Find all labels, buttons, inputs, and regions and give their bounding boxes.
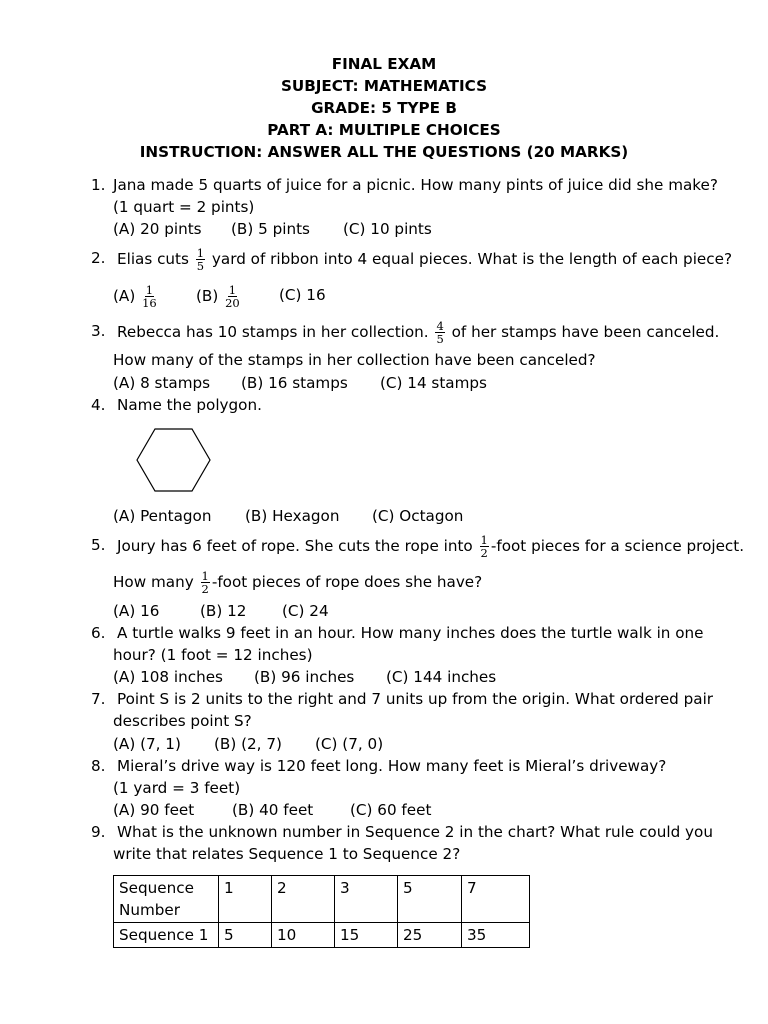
question-text: A turtle walks 9 feet in an hour. How many inches does the turtle walk in one — [117, 624, 704, 642]
option-a: (A) 8 stamps — [113, 374, 211, 392]
exam-instruction: INSTRUCTION: ANSWER ALL THE QUESTIONS (20 MARKS) — [139, 143, 629, 161]
option-c: (C) 144 inches — [386, 668, 497, 686]
option-c: (C) 60 feet — [350, 801, 432, 819]
question-text: What is the unknown number in Sequence 2 in the chart? What rule could you — [117, 823, 713, 841]
question-number: 5. — [91, 536, 106, 554]
option-c: (C) 24 — [282, 602, 329, 620]
question-text: Name the polygon. — [117, 396, 262, 414]
question-text: Joury has 6 feet of rope. She cuts the rope into $\frac{1}{2}$ -foot pieces for a science project. — [117, 533, 745, 560]
option-a: (A) $\frac{1}{16}$ — [113, 283, 157, 310]
hexagon-figure — [134, 426, 214, 494]
question-number: 2. — [91, 249, 106, 267]
question-note: (1 yard = 3 feet) — [113, 779, 241, 797]
option-a: (A) 108 inches — [113, 668, 223, 686]
option-b: (B) Hexagon — [245, 507, 340, 525]
option-b: (B) $\frac{1}{20}$ — [196, 283, 240, 310]
table-cell: 35 — [462, 923, 530, 948]
table-cell: 1 — [219, 876, 272, 923]
option-b: (B) 40 feet — [232, 801, 314, 819]
option-b: (B) 96 inches — [254, 668, 355, 686]
question-text-end: yard of ribbon into 4 equal pieces. What is the length of each piece? — [211, 250, 733, 268]
fraction: $\frac{1}{2}$ — [201, 569, 209, 596]
question-text-line2: How many of the stamps in her collection have been canceled? — [113, 351, 596, 369]
sequence-table — [113, 875, 530, 948]
option-b: (B) 12 — [200, 602, 247, 620]
exam-title: FINAL EXAM — [331, 55, 437, 73]
table-cell: Sequence 1 — [114, 923, 219, 948]
option-b: (B) 16 stamps — [241, 374, 348, 392]
question-text-line2: describes point S? — [113, 712, 252, 730]
question-text-line2: hour? (1 foot = 12 inches) — [113, 646, 313, 664]
question-number: 6. — [91, 624, 106, 642]
option-a: (A) 16 — [113, 602, 160, 620]
table-cell: Sequence Number — [114, 876, 219, 923]
exam-subject: SUBJECT: MATHEMATICS — [280, 77, 488, 95]
question-number: 4. — [91, 396, 106, 414]
table-row — [114, 876, 530, 923]
option-a: (A) 90 feet — [113, 801, 195, 819]
fraction: $\frac{1}{2}$ — [480, 533, 488, 560]
table-row — [114, 923, 530, 948]
option-a: (A) Pentagon — [113, 507, 212, 525]
option-c: (C) Octagon — [372, 507, 464, 525]
question-number: 9. — [91, 823, 106, 841]
question-text: Point S is 2 units to the right and 7 units up from the origin. What ordered pair — [117, 690, 714, 708]
question-text — [117, 246, 733, 273]
table-cell: 3 — [335, 876, 398, 923]
question-text-line2: How many $\frac{1}{2}$ -foot pieces of rope does she have? — [113, 569, 483, 596]
fraction: $\frac{1}{20}$ — [225, 283, 240, 310]
question-text-line2: write that relates Sequence 1 to Sequence 2? — [113, 845, 461, 863]
fraction: $\frac{1}{16}$ — [142, 283, 157, 310]
question-text: Jana made 5 quarts of juice for a picnic. How many pints of juice did she make? — [113, 176, 718, 194]
question-number: 7. — [91, 690, 106, 708]
table-cell: 2 — [272, 876, 335, 923]
question-number: 8. — [91, 757, 106, 775]
table-cell: 15 — [335, 923, 398, 948]
table-cell: 5 — [398, 876, 462, 923]
option-c: (C) 14 stamps — [380, 374, 487, 392]
fraction: $\frac{4}{5}$ — [436, 319, 444, 346]
question-text-start: Elias cuts — [117, 250, 189, 268]
question-text: Rebecca has 10 stamps in her collection. $\frac{4}{5}$ of her stamps have been canceled. — [117, 319, 720, 346]
option-b: (B) 5 pints — [231, 220, 310, 238]
option-a: (A) (7, 1) — [113, 735, 181, 753]
question-note: (1 quart = 2 pints) — [113, 198, 255, 216]
fraction: $\frac{1}{5}$ — [196, 246, 205, 273]
table-cell: 25 — [398, 923, 462, 948]
question-number: 3. — [91, 322, 106, 340]
table-cell: 5 — [219, 923, 272, 948]
table-cell: 10 — [272, 923, 335, 948]
question-number: 1. — [91, 176, 106, 194]
option-b: (B) (2, 7) — [214, 735, 282, 753]
option-c: (C) 16 — [279, 286, 326, 304]
exam-header — [0, 53, 768, 163]
exam-grade: GRADE: 5 TYPE B — [311, 99, 457, 117]
option-c: (C) (7, 0) — [315, 735, 384, 753]
option-c: (C) 10 pints — [343, 220, 432, 238]
table-cell: 7 — [462, 876, 530, 923]
exam-part: PART A: MULTIPLE CHOICES — [267, 121, 501, 139]
option-a: (A) 20 pints — [113, 220, 202, 238]
question-text: Mieral’s drive way is 120 feet long. How many feet is Mieral’s driveway? — [117, 757, 667, 775]
